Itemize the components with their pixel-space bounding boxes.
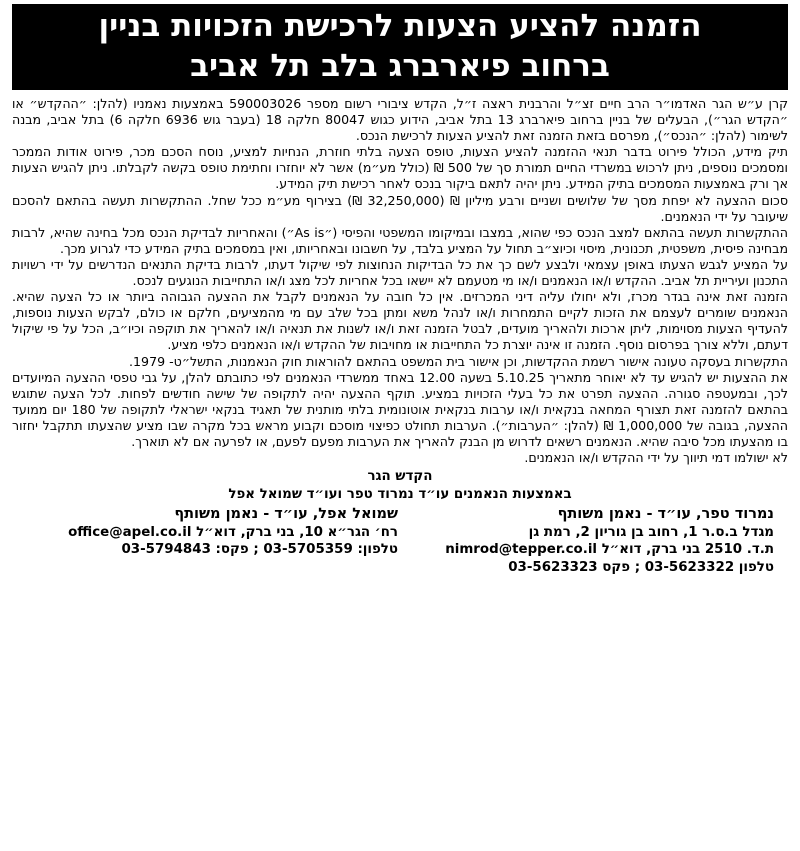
paragraph-minimum-price: סכום ההצעה לא יפחת מסך של שלושים ושניים ורבע מיליון ₪ (32,250,000 ₪) בצירוף מע״מ ככל שחל. ההתקשרות תעשה בהתאם להסכם שיעובר על ידי הנאמנים. xyxy=(12,192,788,224)
headline-line-2: ברחוב פיארברג בלב תל אביב xyxy=(190,48,610,84)
headline-banner xyxy=(12,4,788,90)
trustee-apel-address-label: רח׳ הגר״א 10, בני ברק, דוא״ל xyxy=(196,524,398,540)
trustee-tepper-name: נמרוד טפר, עו״ד - נאמן משותף xyxy=(557,506,774,523)
headline-line-1: הזמנה להציע הצעות לרכישת הזכויות בניין xyxy=(98,8,702,44)
trustee-apel xyxy=(12,506,398,576)
announcement-body xyxy=(12,96,788,466)
trustee-tepper-phone: טלפון 03-5623322 ; פקס 03-5623323 xyxy=(508,559,774,575)
signoff-line-1: הקדש הגר xyxy=(367,469,433,485)
trustee-tepper xyxy=(398,506,788,576)
trustee-tepper-pobox xyxy=(398,541,774,559)
paragraph-as-is: ההתקשרות תעשה בהתאם למצב הנכס כפי שהוא, במצבו ובמיקומו המשפטי והפיסי (״As is״) והאחריות לבדיקת הנכס מכל בחינה שהיא, לרבות מבחינה פיסית, משפטית, תכנונית, מיסוי וכיוצ״ב תחול על המציע בלבד, על חשבונו ובאחריותו, ואין במסמכים בתיק המידע כדי לגרוע מכך. xyxy=(12,224,788,256)
paragraph-intro: קרן ע״ש הגר האדמו״ר הרב חיים זצ״ל והרבנית ראצה ז״ל, הקדש ציבורי רשום מספר 590003026 באמצעות נאמניו (להלן: ״ההקדש״ או ״הקדש הגר״), הבעלים של בניין ברחוב פיארברג 13 בתל אביב, הידוע כגוש 80047 חלקה 18 (בעבר גוש 6936 חלקה 6) בתל אביב, מבנה לשימור (להלן: ״הנכס״), מפרסם בזאת הזמנה זאת להציע הצעות לרכישת הנכס. xyxy=(12,96,789,144)
paragraph-submission: את ההצעות יש להגיש עד לא יאוחר מתאריך 5.10.25 בשעה 12.00 באחד ממשרדי הנאמנים לפי כתובתם להלן, על גבי טפסי ההצעה המיועדים לכך, ובמעטפה סגורה. ההצעה תפרט את כל בעלי הזכויות במציע. תוקף ההצעה יהיה לתקופה של שישה חודשים לפחות. לכל הצעה שתוגש בהתאם להזמנה זאת תצורף המחאה בנקאית ו/או ערבות בנקאית אוטונומית בלתי מותנית של תאגיד בנקאי ישראלי לתקופה של 180 יום ממועד ההצעה, בגובה של 1,000,000 ₪ (להלן: ״הערבות״). הערבות תחולט כפיצוי מוסכם וקבוע מראש בכל מקרה שבו מציע שהצעתו תתקבל יחזור בו מהצעתו מכל סיבה שהיא. הנאמנים רשאים לדרוש מן הבנק להאריך את הערבות מפעם לפעם, או לפרעה אם לא תוארך. xyxy=(12,369,789,449)
trustee-apel-name: שמואל אפל, עו״ד - נאמן משותף xyxy=(174,506,398,523)
trustee-tepper-email[interactable]: nimrod@tepper.co.il xyxy=(445,542,598,558)
trustee-tepper-pobox-label: ת.ד. 2510 בני ברק, דוא״ל xyxy=(601,542,774,558)
trustee-tepper-address: מגדל ב.ס.ר 1, רחוב בן גוריון 2, רמת גן xyxy=(528,524,774,540)
trustee-apel-email[interactable]: office@apel.co.il xyxy=(68,524,192,540)
paragraph-approvals: התקשרות בעסקה טעונה אישור רשמת ההקדשות, וכן אישור בית המשפט בהתאם להוראות חוק הנאמנות, התשל״ט- 1979. xyxy=(129,353,788,369)
signoff-block xyxy=(12,468,788,504)
trustee-contacts xyxy=(12,506,788,576)
signoff-line-2: באמצעות הנאמנים עו״ד נמרוד טפר ועו״ד שמואל אפל xyxy=(228,487,572,503)
paragraph-not-tender: הזמנה זאת אינה בגדר מכרז, ולא יחולו עליה דיני המכרזים. אין כל חובה על הנאמנים לקבל את ההצעה הגבוהה ביותר או כל הצעה שהיא. הנאמנים שומרים לעצמם את הזכות לקיים התמחרות ו/או לנהל משא ומתן בכל שלב עם מי מהמציעים, חלקם או כולם, לבקש הצעות נוספות, להעדיף הצעות מסוימות, ליתן ארכות ולהאריך מועדים, לבטל הזמנה זאת ו/או לשנות את תנאיה ו/או להאריך את תוקפה וכיו״ב, הכל על פי שיקול דעתם, וללא צורך בפרסום נוסף. הזמנה זו אינה יוצרת כל התחייבות או מחויבות של ההקדש ו/או הנאמנים כלפי מציע. xyxy=(12,289,788,353)
paragraph-brokerage: לא ישולמו דמי תיווך על ידי ההקדש ו/או הנאמנים. xyxy=(524,450,788,466)
trustee-apel-address xyxy=(22,524,398,542)
paragraph-info-file: תיק מידע, הכולל פירוט בדבר תנאי ההזמנה להציע הצעות, טופס הצעה בלתי חוזרת, הנחיות למציע, נוסח הסכם מכר, פירוט אודות הממכר ומסמכים נוספים, ניתן לרכוש במשרדי החיים תמורת סך של 500 ₪ (כולל מע״מ) אשר לא יוחזרו וחתימת טופס בקשה לקבלתו. ניתן להגיש הצעות אך ורק באמצעות המסמכים בתיק המידע. ניתן יהיה לתאם ביקור בנכס לאחר רכישת תיק המידע. xyxy=(12,144,788,192)
trustee-apel-phone: טלפון: 03-5705359 ; פקס: 03-5794843 xyxy=(121,542,398,558)
paragraph-bidder-checks: על המציע לגבש הצעתו באופן עצמאי ולבצע לשם כך את כל הבדיקות הנחוצות לפי שיקול דעתו, לרבות בדיקת התנאים הנדרשים על ידי רשויות התכנון ועיריית תל אביב. ההקדש ו/או הנאמנים ו/או מי מטעמם לא יישאו בכל אחריות לכל מצג ו/או התחייבות הנוגעים לנכס. xyxy=(12,256,788,289)
